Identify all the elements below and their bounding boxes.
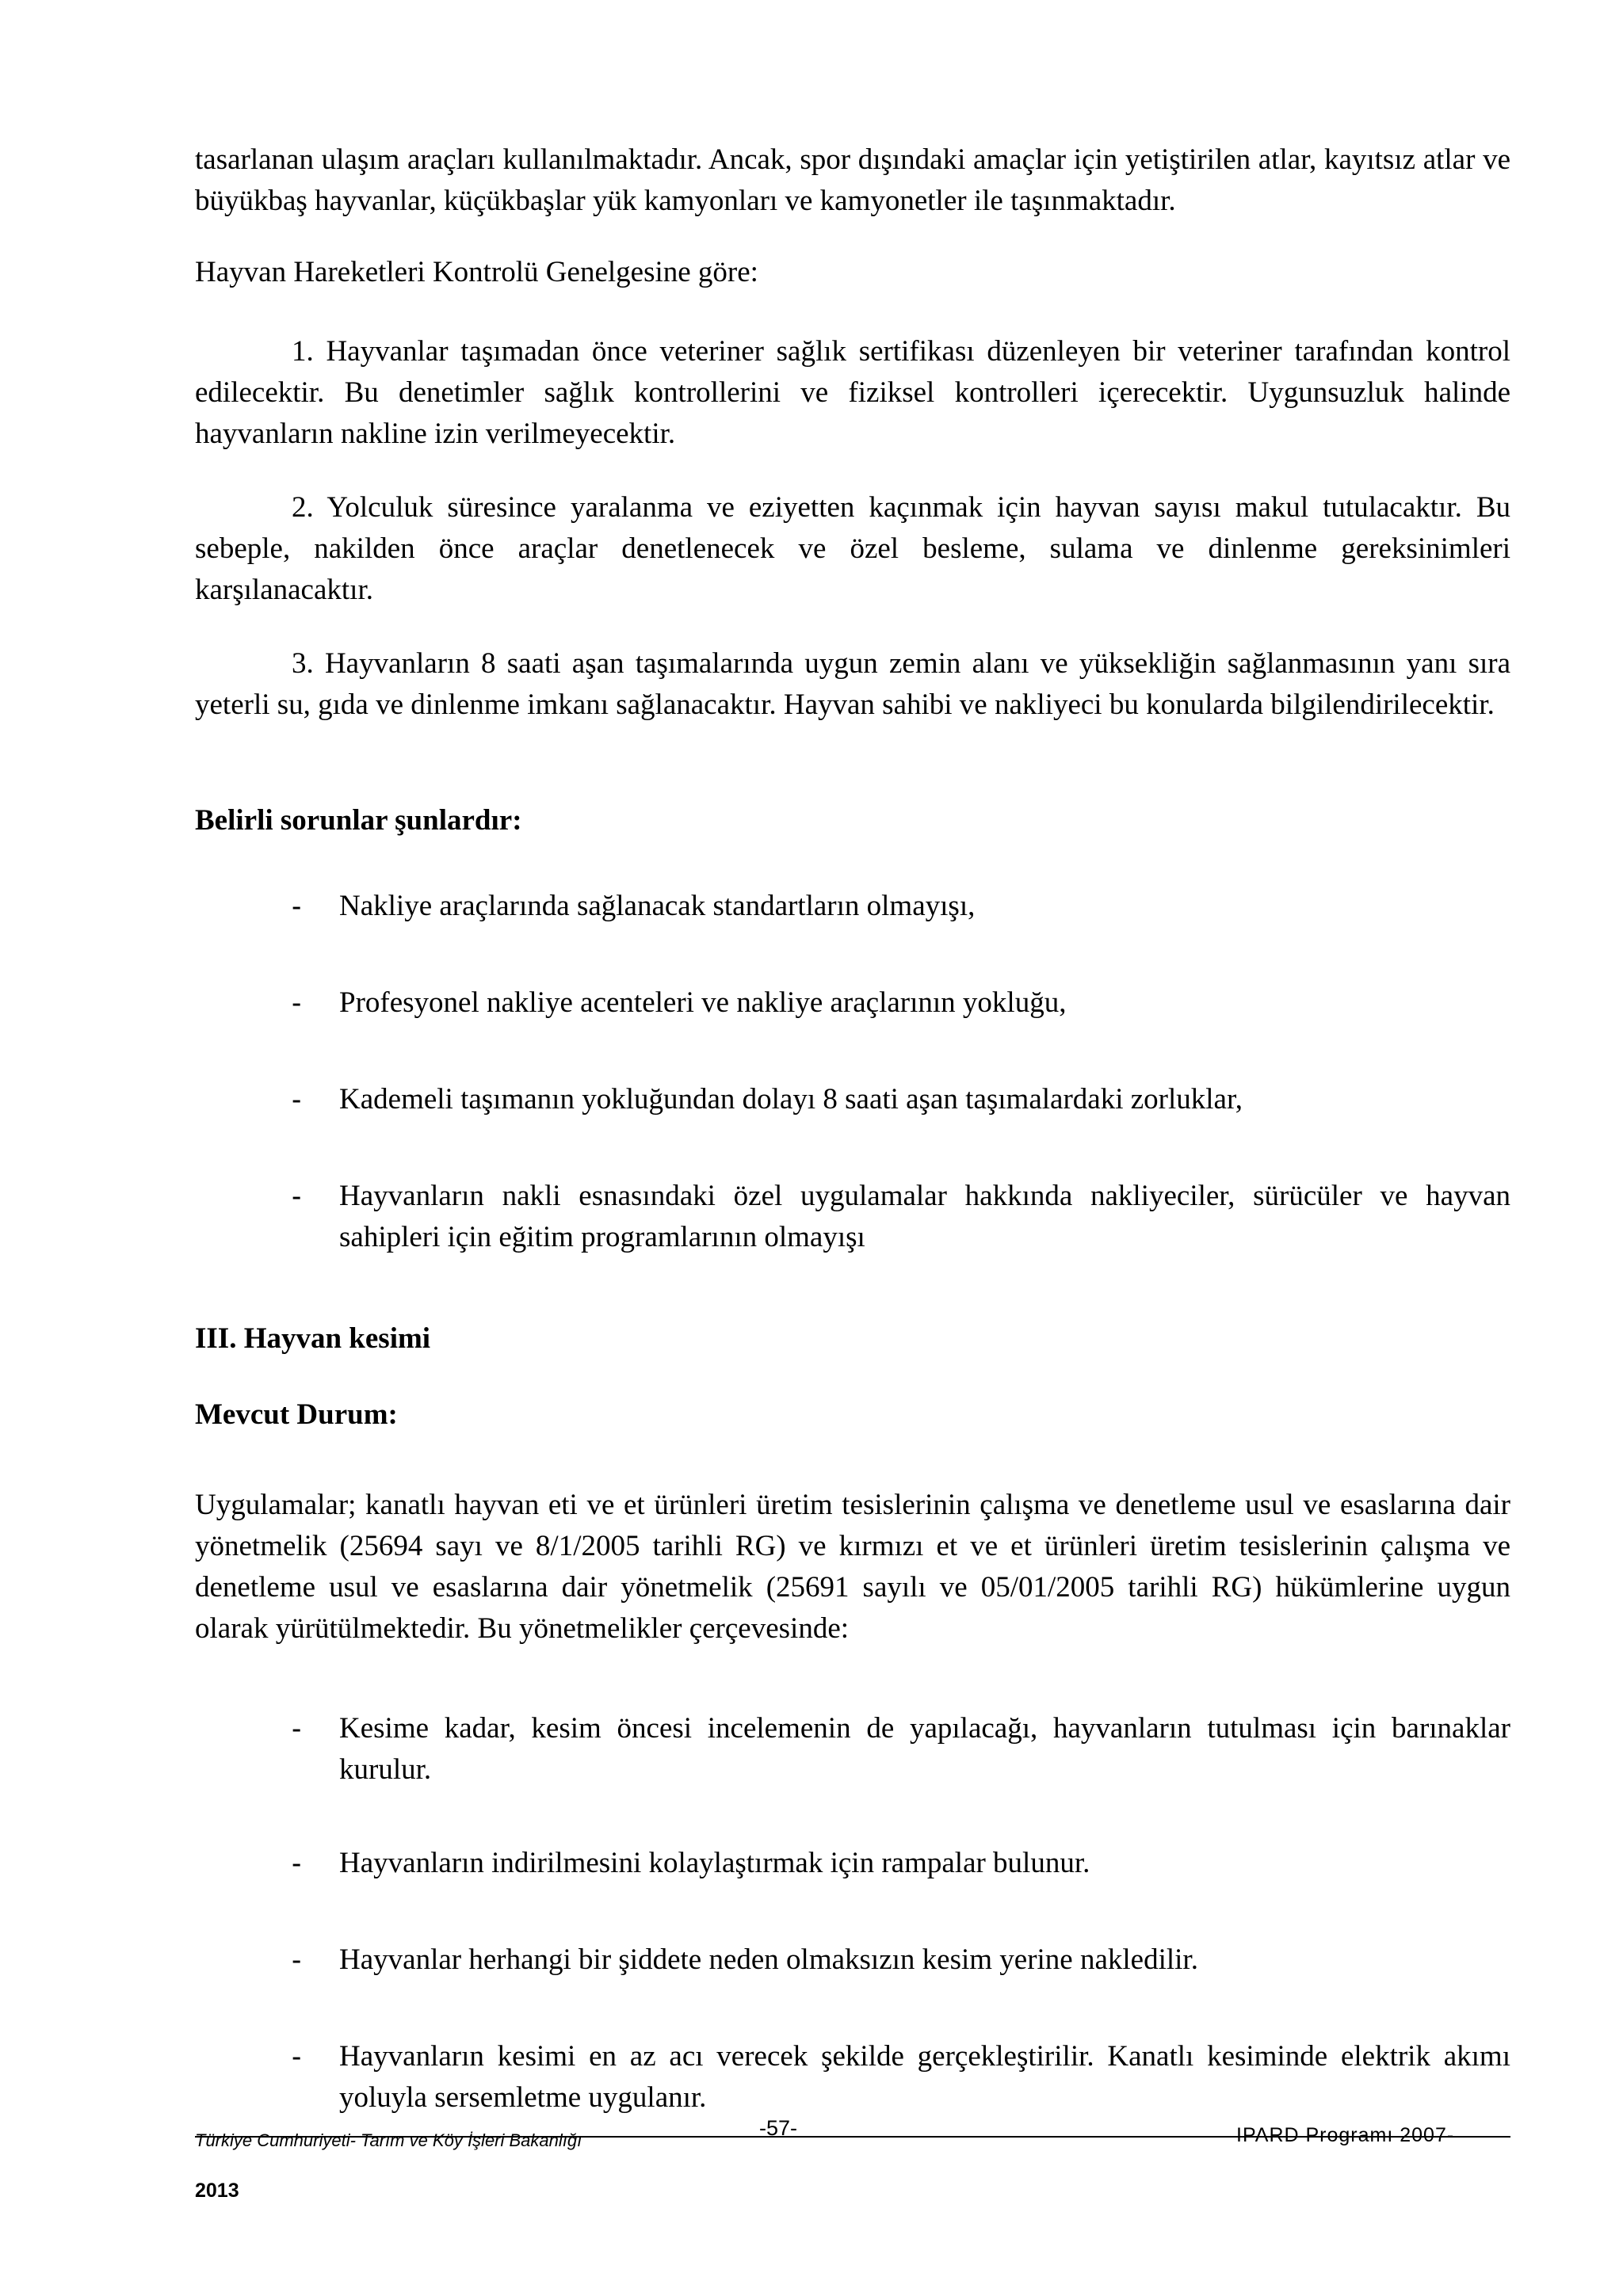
uygulamalar-paragraph: Uygulamalar; kanatlı hayvan eti ve et ürünleri üretim tesislerinin çalışma ve denetleme usul ve esaslarına dair yönetmelik (25694 sayı ve 8/1/2005 tarihli RG) ve kırmızı et ve et ürünleri üretim tesislerinin çalışma ve denetleme usul ve esaslarına dair yönetmelik (25691 sayılı ve 05/01/2005 tarihli RG) hükümlerine uygun olarak yürütülmektedir. Bu yönetmelikler çerçevesinde: xyxy=(195,1489,1510,1645)
practice-item xyxy=(292,1843,1510,1884)
dash-bullet: - xyxy=(292,1943,302,1976)
genelge-paragraph: Hayvan Hareketleri Kontrolü Genelgesine göre: xyxy=(195,256,758,288)
numbered-item-2: 2. Yolculuk süresince yaralanma ve eziyetten kaçınmak için hayvan sayısı makul tutulacaktır. Bu sebeple, nakilden önce araçlar denetlenecek ve özel besleme, sulama ve dinlenme gereksinimleri karşılanacaktır. xyxy=(195,491,1510,606)
practice-text: Hayvanların indirilmesini kolaylaştırmak için rampalar bulunur. xyxy=(339,1847,1090,1879)
dash-bullet: - xyxy=(292,1847,302,1879)
problem-text: Nakliye araçlarında sağlanacak standartların olmayışı, xyxy=(339,890,976,922)
practice-text: Kesime kadar, kesim öncesi incelemenin de yapılacağı, hayvanların tutulması için barınaklar kurulur. xyxy=(339,1712,1510,1786)
practice-item xyxy=(292,1708,1510,1791)
problem-item xyxy=(292,1079,1510,1120)
practice-text: Hayvanların kesimi en az acı verecek şekilde gerçekleştirilir. Kanatlı kesiminde elektrik akımı yoluyla sersemletme uygulanır. xyxy=(339,2040,1510,2114)
dash-bullet: - xyxy=(292,2040,302,2073)
subsection-heading-mevcut-durum: Mevcut Durum: xyxy=(195,1398,398,1431)
dash-bullet: - xyxy=(292,986,302,1019)
problems-heading: Belirli sorunlar şunlardır: xyxy=(195,804,522,837)
problem-item xyxy=(292,886,1510,927)
practice-item xyxy=(292,1939,1510,1981)
section-heading-hayvan-kesimi: III. Hayvan kesimi xyxy=(195,1322,431,1355)
dash-bullet: - xyxy=(292,1712,302,1745)
problem-text: Hayvanların nakli esnasındaki özel uygulamalar hakkında nakliyeciler, sürücüler ve hayvan sahipleri için eğitim programlarının olmayışı xyxy=(339,1180,1510,1253)
footer-year: 2013 xyxy=(195,2180,239,2202)
practice-item xyxy=(292,2036,1510,2119)
problem-text: Kademeli taşımanın yokluğundan dolayı 8 saati aşan taşımalardaki zorluklar, xyxy=(339,1083,1243,1116)
problem-text: Profesyonel nakliye acenteleri ve nakliye araçlarının yokluğu, xyxy=(339,986,1067,1019)
footer-ministry: Türkiye Cumhuriyeti- Tarım ve Köy İşleri Bakanlığı xyxy=(195,2130,582,2150)
practice-text: Hayvanlar herhangi bir şiddete neden olmaksızın kesim yerine nakledilir. xyxy=(339,1943,1198,1976)
problem-item xyxy=(292,982,1510,1024)
dash-bullet: - xyxy=(292,890,302,922)
dash-bullet: - xyxy=(292,1180,302,1212)
page-number: -57- xyxy=(759,2116,798,2140)
numbered-item-1: 1. Hayvanlar taşımadan önce veteriner sağlık sertifikası düzenleyen bir veteriner tarafından kontrol edilecektir. Bu denetimler sağlık kontrollerini ve fiziksel kontrolleri içerecektir. Uygunsuzluk halinde hayvanların nakline izin verilmeyecektir. xyxy=(195,335,1510,450)
footer-program: IPARD Programı 2007- xyxy=(1236,2124,1455,2146)
problem-item xyxy=(292,1176,1510,1258)
intro-paragraph: tasarlanan ulaşım araçları kullanılmaktadır. Ancak, spor dışındaki amaçlar için yetiştirilen atlar, kayıtsız atlar ve büyükbaş hayvanlar, küçükbaşlar yük kamyonları ve kamyonetler ile taşınmaktadır. xyxy=(195,143,1510,217)
numbered-item-3: 3. Hayvanların 8 saati aşan taşımalarında uygun zemin alanı ve yüksekliğin sağlanmasının yanı sıra yeterli su, gıda ve dinlenme imkanı sağlanacaktır. Hayvan sahibi ve nakliyeci bu konularda bilgilendirilecektir. xyxy=(195,647,1510,721)
dash-bullet: - xyxy=(292,1083,302,1116)
